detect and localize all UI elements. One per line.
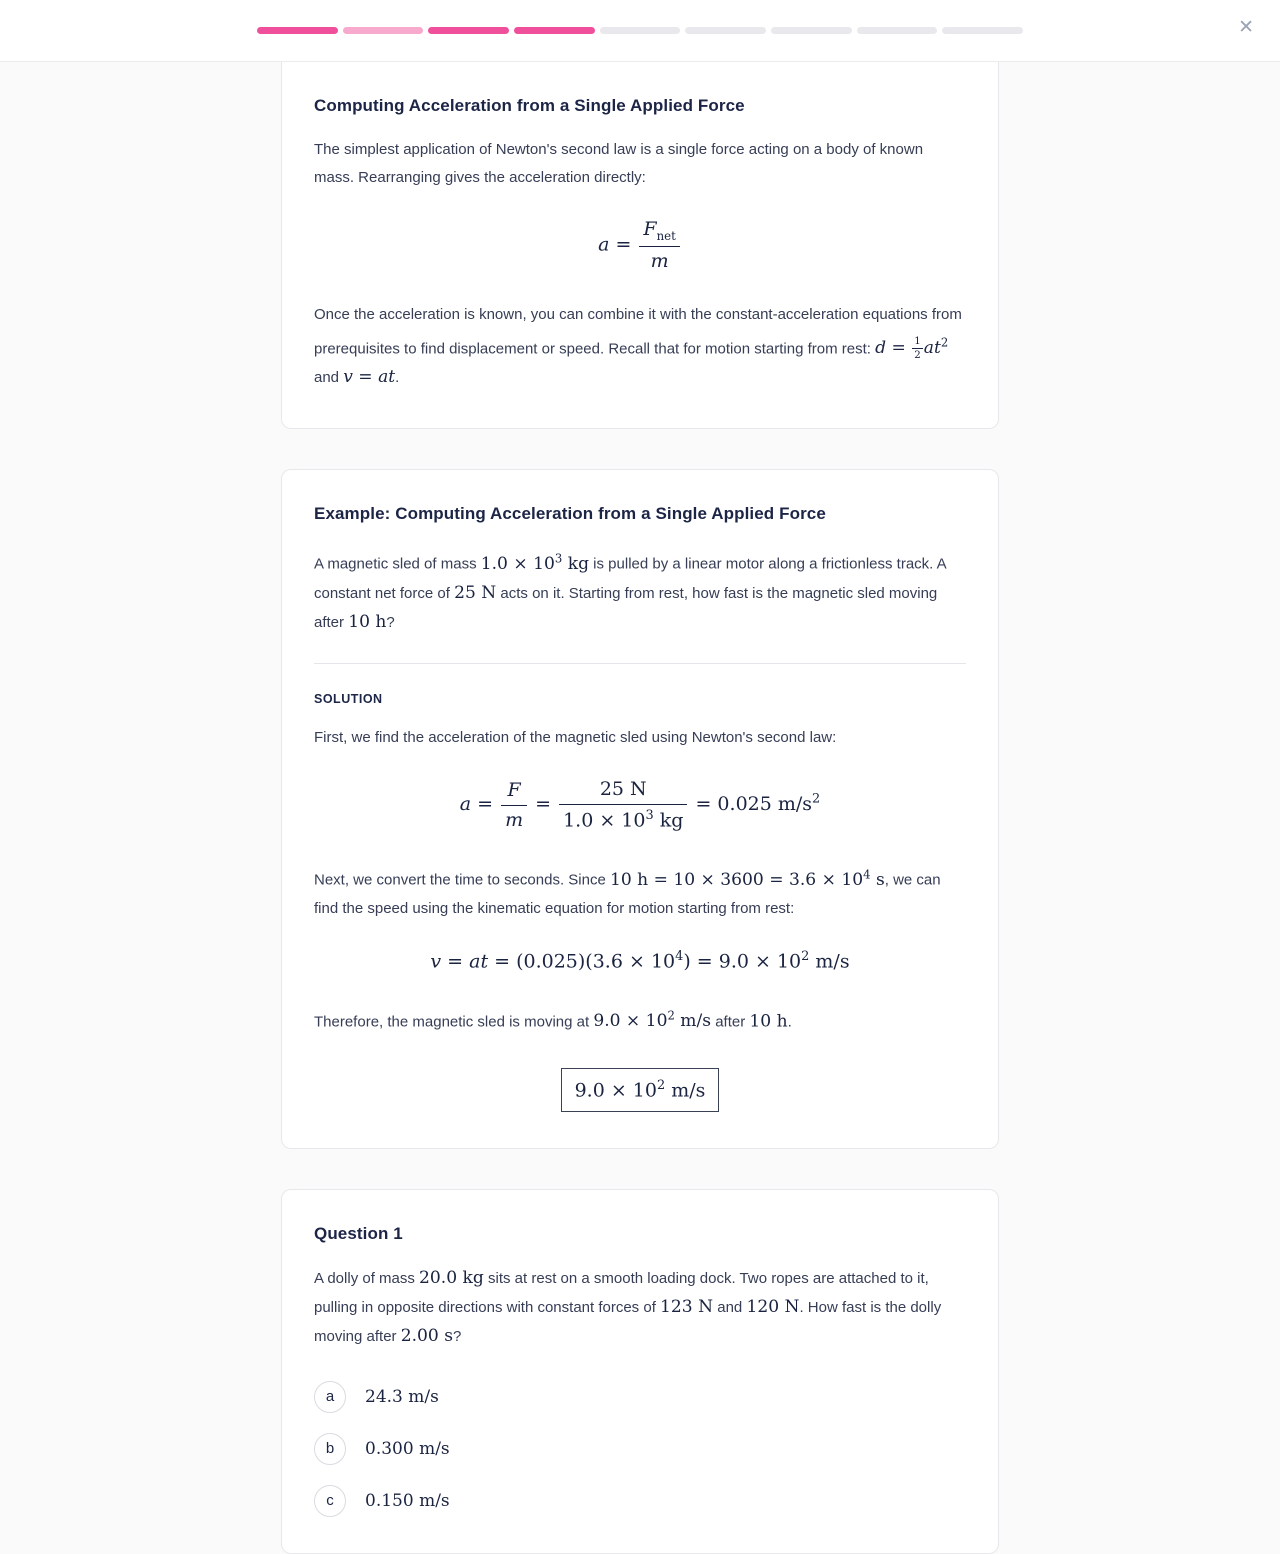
progress-segment-8: [857, 27, 938, 34]
answer-options: [314, 1381, 966, 1517]
progress-segment-1: [257, 27, 338, 34]
concept-paragraph-1: The simplest application of Newton's second law is a single force acting on a body of known mass. Rearranging gives the acceleration directly:: [314, 141, 924, 186]
concept-paragraph-2: Once the acceleration is known, you can combine it with the constant-acceleration equations from prerequisites to find displacement or speed. Recall that for motion starting from rest: d = $\frac{1}{2}$ $at^2$ and v = at.: [314, 305, 962, 388]
progress-segment-3: [428, 27, 509, 34]
option-c-bubble[interactable]: c: [314, 1485, 346, 1517]
progress-segment-4: [514, 27, 595, 34]
acceleration-formula: a = $\frac{F_{net}}{m}$: [314, 218, 966, 273]
answer-box-container: [314, 1068, 966, 1111]
progress-segment-2: [343, 27, 424, 34]
progress-bar: [257, 0, 1023, 34]
concept-card-title: Computing Acceleration from a Single Applied Force: [314, 96, 745, 115]
option-a-bubble[interactable]: a: [314, 1381, 346, 1413]
solution-step-1-text: First, we find the acceleration of the magnetic sled using Newton's second law:: [314, 729, 837, 747]
concept-card: [281, 62, 999, 429]
example-card-title: Example: Computing Acceleration from a Single Applied Force: [314, 504, 826, 524]
example-problem-text: A magnetic sled of mass $1.0 \times 10^3$ kg is pulled by a linear motor along a frictionless track. A constant net force of 25 N acts on it. Starting from rest, how fast is the magnetic sled moving after 10 h?: [314, 551, 946, 633]
question-problem-text: A dolly of mass 20.0 kg sits at rest on a smooth loading dock. Two ropes are attached to it, pulling in opposite directions with constant forces of 123 N and 120 N. How fast is the dolly moving after 2.00 s?: [314, 1267, 942, 1346]
lesson-header: [0, 0, 1280, 62]
kinematic-formula: v = at = $(0.025)(3.6 \times 10^4) = 9.0 \times 10^2$ m/s: [430, 948, 850, 973]
option-b-value: 0.300 m/s: [365, 1438, 450, 1459]
question-title: Question 1: [314, 1223, 403, 1243]
example-card: [281, 469, 999, 1148]
progress-segment-7: [771, 27, 852, 34]
answer-option-b[interactable]: [314, 1433, 966, 1465]
option-a-value: 24.3 m/s: [365, 1386, 439, 1407]
solution-conclusion-text: Therefore, the magnetic sled is moving at $9.0 \times 10^2$ m/s after 10 h.: [314, 1008, 792, 1032]
progress-segment-5: [600, 27, 681, 34]
question-card: [281, 1189, 999, 1554]
answer-option-c[interactable]: [314, 1485, 966, 1517]
newton-second-law-formula: a = $\frac{F}{m}$ = $\frac{25 N}{1.0 \times 10^3 kg}$ = 0.025 $m/s^2$: [459, 778, 821, 832]
progress-segment-9: [942, 27, 1023, 34]
solution-divider: [314, 663, 966, 664]
option-b-bubble[interactable]: b: [314, 1433, 346, 1465]
solution-step-2-text: Next, we convert the time to seconds. Since 10 $h = 10 \times 3600 = 3.6 \times 10^4$ s, we can find the speed using the kinematic equation for motion starting from rest:: [314, 867, 941, 917]
lesson-content: [281, 62, 999, 1554]
option-c-value: 0.150 m/s: [365, 1490, 450, 1511]
final-answer-box: $9.0 \times 10^2$ m/s: [561, 1068, 720, 1111]
answer-option-a[interactable]: [314, 1381, 966, 1413]
solution-label: SOLUTION: [314, 692, 383, 707]
close-icon[interactable]: ✕: [1238, 16, 1254, 38]
progress-segment-6: [685, 27, 766, 34]
